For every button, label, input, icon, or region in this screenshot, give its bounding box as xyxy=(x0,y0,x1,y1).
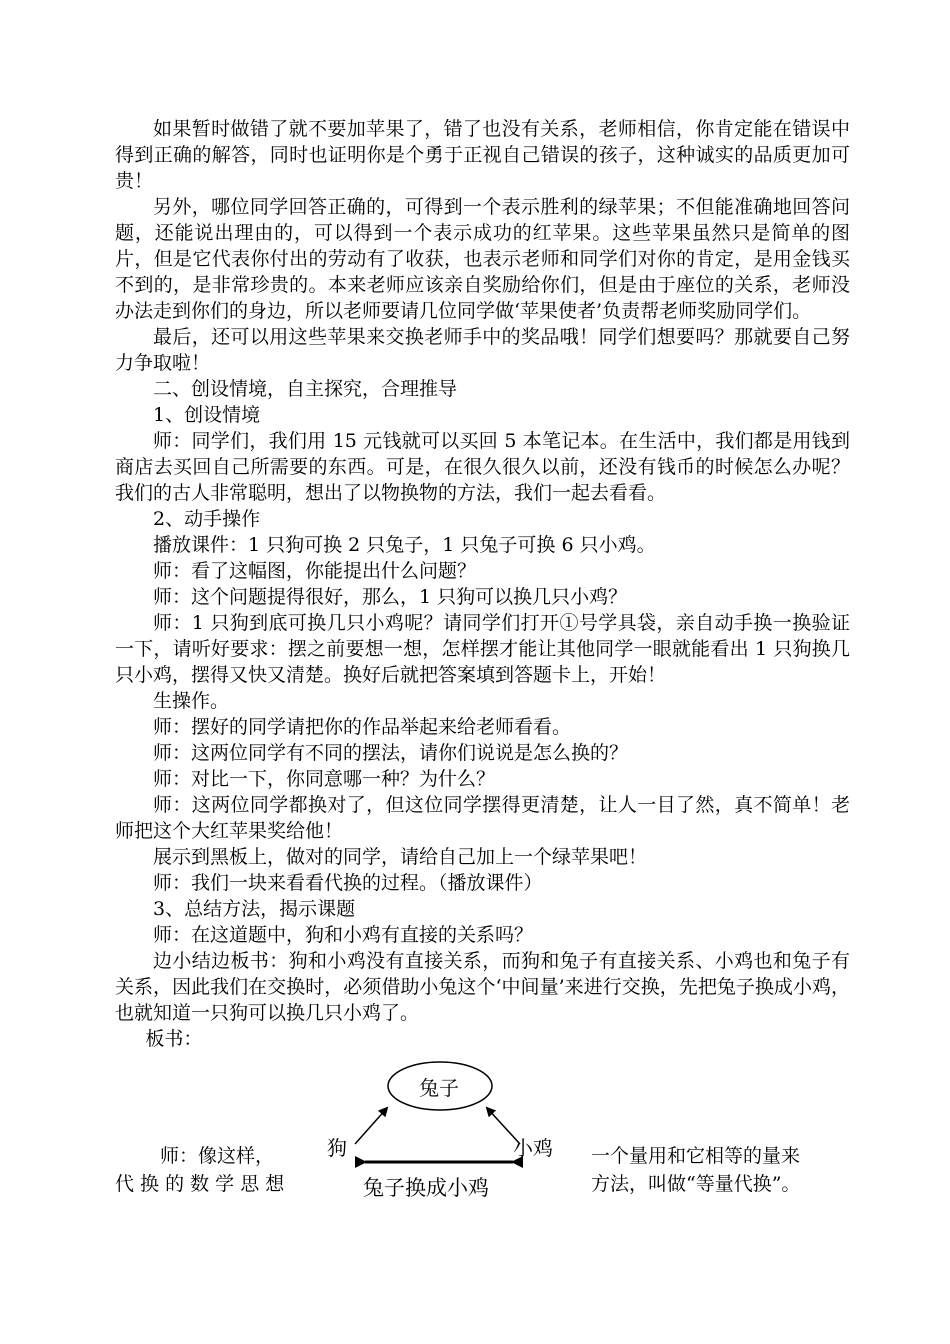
subheading-create-scene: 1、创设情境 xyxy=(153,404,261,426)
paragraph-teacher-intro: 师：同学们，我们用 15 元钱就可以买回 5 本笔记本。在生活中，我们都是用钱到商店去买回自己所需要的东西。可是，在很久很久以前，还没有钱币的时候怎么办呢？我们的古人非常聪明，想出了以物换物的方法，我们一起去看看。 xyxy=(115,430,850,504)
paragraph-student-op: 生操作。 xyxy=(153,690,230,712)
diagram-label-dog: 狗 xyxy=(327,1136,347,1160)
paragraph-3: 最后，还可以用这些苹果来交换老师手中的奖品哦！同学们想要吗？那就要自己努力争取啦！ xyxy=(115,326,850,374)
bottom-left-line-2: 代 换 的 数 学 思 想 xyxy=(115,1173,285,1195)
paragraph-courseware: 播放课件：1 只狗可换 2 只兔子，1 只兔子可换 6 只小鸡。 xyxy=(153,534,656,556)
paragraph-question-1: 师：看了这幅图，你能提出什么问题？ xyxy=(153,560,477,582)
subheading-hands-on: 2、动手操作 xyxy=(153,508,261,530)
paragraph-show-work: 师：摆好的同学请把你的作品举起来给老师看看。 xyxy=(153,716,572,738)
paragraph-1: 如果暂时做错了就不要加苹果了，错了也没有关系，老师相信，你肯定能在错误中得到正确的解答，同时也证明你是个勇于正视自己错误的孩子，这种诚实的品质更加可贵！ xyxy=(115,118,850,192)
section-heading-2: 二、创设情境，自主探究，合理推导 xyxy=(153,378,458,400)
paragraph-2: 另外，哪位同学回答正确的，可得到一个表示胜利的绿苹果；不但能准确地回答问题，还能说出理由的，可以得到一个表示成功的红苹果。这些苹果虽然只是简单的图片，但是它代表你付出的劳动有了收获，也表示老师和同学们对你的肯定，是用金钱买不到的，是非常珍贵的。本来老师应该亲自奖励给你们，但是由于座位的关系，老师没办法走到你们的身边，所以老师要请几位同学做‘苹果使者’负责帮老师奖励同学们。 xyxy=(115,196,850,322)
bottom-right-line-1: 一个量用和它相等的量来 xyxy=(591,1145,801,1167)
diagram-label-rabbit-to-chick: 兔子换成小鸡 xyxy=(363,1176,489,1200)
exchange-diagram xyxy=(115,1056,850,1206)
paragraph-two-methods: 师：这两位同学有不同的摆法，请你们说说是怎么换的？ xyxy=(153,742,629,764)
paragraph-praise: 师：这两位同学都换对了，但这位同学摆得更清楚，让人一目了然，真不简单！老师把这个大红苹果奖给他！ xyxy=(115,794,850,842)
paragraph-direct-relation: 师：在这道题中，狗和小鸡有直接的关系吗？ xyxy=(153,924,534,946)
document-page xyxy=(115,116,850,1206)
paragraph-instructions: 师：1 只狗到底可换几只小鸡呢？请同学们打开①号学具袋，亲自动手换一换验证一下，请听好要求：摆之前要想一想，怎样摆才能让其他同学一眼就能看出 1 只狗换几只小鸡，摆得又快又清楚。换好后就把答案填到答题卡上，开始！ xyxy=(115,612,850,686)
paragraph-board-label: 板书： xyxy=(145,1028,203,1050)
paragraph-blackboard: 展示到黑板上，做对的同学，请给自己加上一个绿苹果吧！ xyxy=(153,846,648,868)
paragraph-compare: 师：对比一下，你同意哪一种？为什么？ xyxy=(153,768,496,790)
paragraph-board-summary: 边小结边板书：狗和小鸡没有直接关系，而狗和兔子有直接关系、小鸡也和兔子有关系，因此我们在交换时，必须借助小兔这个‘中间量’来进行交换，先把兔子换成小鸡，也就知道一只狗可以换几只小鸡了。 xyxy=(115,950,850,1024)
arrow-dog-to-rabbit xyxy=(355,1108,387,1144)
paragraph-watch-process: 师：我们一块来看看代换的过程。（播放课件） xyxy=(153,872,543,894)
diagram-label-rabbit: 兔子 xyxy=(419,1076,459,1100)
bottom-right-line-2: 方法，叫做“等量代换”。 xyxy=(591,1173,801,1195)
bottom-left-line-1: 师：像这样， xyxy=(160,1145,275,1167)
paragraph-question-2: 师：这个问题提得很好，那么，1 只狗可以换几只小鸡？ xyxy=(153,586,628,608)
subheading-summary: 3、总结方法，揭示课题 xyxy=(153,898,356,920)
diagram-label-chick: 小鸡 xyxy=(513,1136,553,1160)
